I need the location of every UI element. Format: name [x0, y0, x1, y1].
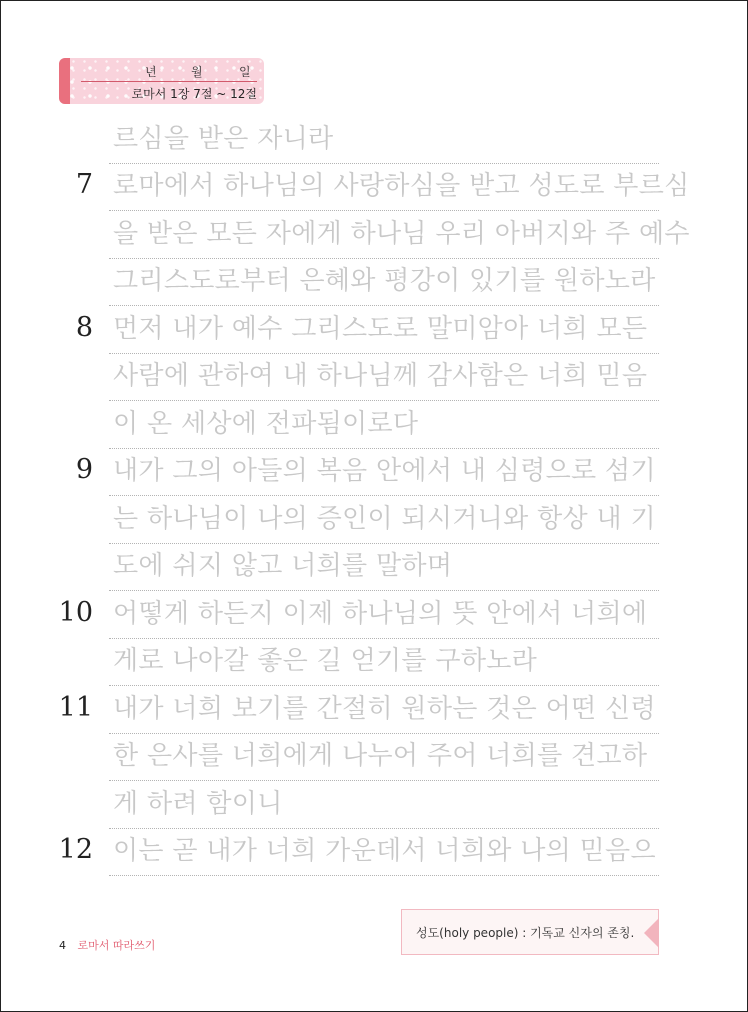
page-footer [59, 937, 155, 953]
page-number: 4 [59, 939, 66, 952]
trace-text: 을 받은 모든 자에게 하나님 우리 아버지와 주 예수 [113, 219, 690, 249]
trace-line [109, 306, 659, 354]
trace-line [109, 591, 659, 639]
trace-line [109, 686, 659, 734]
passage-reference: 로마서 1장 7절 ~ 12절 [131, 87, 257, 101]
month-label: 월 [191, 65, 203, 79]
glossary-note-text: 성도(holy people) : 기독교 신자의 존칭. [416, 926, 635, 940]
trace-line [109, 401, 659, 449]
trace-text: 한 은사를 너희에게 나누어 주어 너희를 견고하 [113, 741, 648, 771]
trace-text: 내가 그의 아들의 복음 안에서 내 심령으로 섬기 [113, 456, 656, 486]
verse-number: 8 [75, 312, 93, 343]
trace-text: 그리스도로부터 은혜와 평강이 있기를 원하노라 [113, 266, 656, 296]
trace-line [109, 828, 659, 876]
date-row [81, 61, 257, 82]
trace-text: 도에 쉬지 않고 너희를 말하며 [113, 551, 453, 581]
trace-text: 이 온 세상에 전파됨이로다 [113, 409, 419, 439]
verse-number: 11 [58, 692, 93, 723]
trace-text: 게로 나아갈 좋은 길 얻기를 구하노라 [113, 646, 538, 676]
trace-line [109, 781, 659, 829]
trace-line [109, 258, 659, 306]
trace-line [109, 448, 659, 496]
trace-text: 사람에 관하여 내 하나님께 감사함은 너희 믿음 [113, 361, 648, 391]
verse-number: 7 [75, 169, 93, 200]
day-label: 일 [239, 65, 251, 79]
trace-text: 르심을 받은 자니라 [113, 124, 334, 154]
trace-text: 게 하려 함이니 [113, 789, 283, 819]
book-title: 로마서 따라쓰기 [77, 939, 156, 952]
trace-line [109, 543, 659, 591]
trace-text: 어떻게 하든지 이제 하나님의 뜻 안에서 너희에 [113, 599, 648, 629]
trace-line [109, 638, 659, 686]
note-pointer [644, 918, 659, 948]
trace-line [109, 116, 659, 164]
header-tab-accent [59, 58, 70, 104]
trace-line [109, 733, 659, 781]
verse-number: 12 [58, 834, 93, 865]
verse-number: 10 [58, 597, 93, 628]
trace-text: 먼저 내가 예수 그리스도로 말미암아 너희 모든 [113, 314, 648, 344]
trace-text: 는 하나님이 나의 증인이 되시거니와 항상 내 기 [113, 504, 656, 534]
trace-line [109, 496, 659, 544]
year-label: 년 [145, 65, 157, 79]
trace-text: 이는 곧 내가 너희 가운데서 너희와 나의 믿음으 [113, 836, 656, 866]
verse-number: 9 [75, 454, 93, 485]
trace-line [109, 211, 690, 259]
glossary-note [401, 909, 659, 955]
trace-line [109, 163, 690, 211]
trace-text: 로마에서 하나님의 사랑하심을 받고 성도로 부르심 [113, 171, 690, 201]
trace-line [109, 353, 659, 401]
trace-text: 내가 너희 보기를 간절히 원하는 것은 어떤 신령 [113, 694, 656, 724]
